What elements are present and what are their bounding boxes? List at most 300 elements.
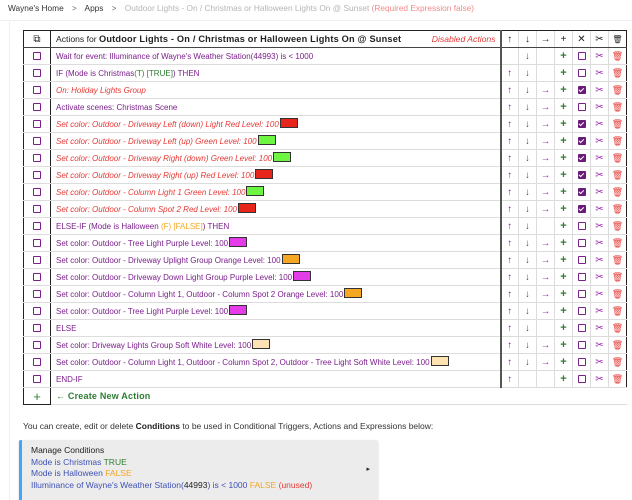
cut-action-button[interactable]	[591, 201, 609, 218]
disable-action-checkbox[interactable]	[573, 99, 591, 116]
action-description[interactable]	[51, 184, 501, 201]
move-down-button[interactable]	[519, 303, 537, 320]
cut-action-button[interactable]	[591, 184, 609, 201]
close-icon: ✕	[577, 33, 586, 45]
move-up-button[interactable]	[501, 371, 519, 388]
scissors-icon: ✂	[595, 373, 604, 385]
move-up-button[interactable]	[501, 252, 519, 269]
trash-icon: 🗑	[611, 288, 624, 299]
action-description[interactable]	[51, 150, 501, 167]
move-down-button[interactable]	[519, 167, 537, 184]
condition-item	[31, 457, 378, 469]
action-row	[24, 65, 627, 82]
disable-action-checkbox[interactable]	[573, 252, 591, 269]
row-select-checkbox[interactable]	[24, 65, 51, 82]
disable-action-checkbox[interactable]	[573, 167, 591, 184]
disable-action-checkbox[interactable]	[573, 235, 591, 252]
move-down-button[interactable]	[519, 320, 537, 337]
indent-button[interactable]	[537, 303, 555, 320]
indent-button[interactable]	[537, 269, 555, 286]
insert-action-button[interactable]	[555, 337, 573, 354]
move-down-button[interactable]	[519, 99, 537, 116]
disable-action-checkbox[interactable]	[573, 320, 591, 337]
arrow-up-icon: ↑	[507, 356, 513, 368]
disable-action-checkbox[interactable]	[573, 337, 591, 354]
action-text[interactable]: Wait for event: Illuminance of Wayne's Weather Station(44993) is < 1000	[56, 51, 314, 61]
move-up-button[interactable]	[501, 218, 519, 235]
create-new-action-cell	[51, 388, 501, 405]
checkbox-icon	[578, 307, 586, 315]
indent-button[interactable]	[537, 235, 555, 252]
row-select-checkbox[interactable]	[24, 150, 51, 167]
move-down-button[interactable]	[519, 82, 537, 99]
disable-action-checkbox[interactable]	[573, 201, 591, 218]
action-text[interactable]: Set color: Outdoor - Driveway Right (up) Red Level: 100	[56, 170, 255, 180]
insert-action-button[interactable]	[555, 133, 573, 150]
disable-action-checkbox[interactable]	[573, 116, 591, 133]
indent-button	[537, 371, 555, 388]
action-text[interactable]: Set color: Outdoor - Driveway Left (down) Light Red Level: 100	[56, 119, 279, 129]
row-select-checkbox[interactable]	[24, 48, 51, 65]
action-description[interactable]	[51, 337, 501, 354]
row-select-checkbox[interactable]	[24, 167, 51, 184]
condition-state: (F)	[160, 221, 172, 231]
indent-button[interactable]	[537, 167, 555, 184]
breadcrumb-separator: >	[72, 4, 77, 13]
row-select-checkbox[interactable]	[24, 286, 51, 303]
delete-action-button[interactable]	[609, 235, 627, 252]
delete-action-button[interactable]	[609, 269, 627, 286]
scissors-icon: ✂	[595, 152, 604, 164]
indent-button[interactable]	[537, 99, 555, 116]
arrow-down-icon: ↓	[525, 254, 530, 266]
arrow-up-icon: ↑	[507, 33, 513, 45]
insert-action-button[interactable]	[555, 354, 573, 371]
move-down-button[interactable]	[519, 133, 537, 150]
action-description[interactable]	[51, 201, 501, 218]
move-down-button[interactable]	[519, 201, 537, 218]
move-up-button[interactable]	[501, 150, 519, 167]
action-text[interactable]: Set color: Driveway Lights Group Soft White Level: 100	[56, 340, 252, 350]
arrow-up-icon: ↑	[507, 152, 513, 164]
condition-item	[31, 468, 378, 480]
scissors-icon: ✂	[595, 271, 604, 283]
copy-icon: ⧉	[33, 33, 41, 45]
cut-action-button[interactable]	[591, 269, 609, 286]
insert-action-button[interactable]	[555, 82, 573, 99]
checkbox-icon	[578, 375, 586, 383]
arrow-down-icon: ↓	[525, 118, 530, 130]
cut-action-button[interactable]	[591, 303, 609, 320]
disable-action-checkbox[interactable]	[573, 269, 591, 286]
cut-action-button[interactable]	[591, 218, 609, 235]
insert-action-button[interactable]	[555, 201, 573, 218]
indent-button	[537, 218, 555, 235]
insert-action-button[interactable]	[555, 286, 573, 303]
checkbox-icon	[578, 69, 586, 77]
checkbox-icon	[33, 324, 41, 332]
disable-action-checkbox[interactable]	[573, 286, 591, 303]
cut-action-button[interactable]	[591, 320, 609, 337]
plus-icon: +	[560, 50, 567, 62]
move-down-button[interactable]	[519, 252, 537, 269]
scissors-icon: ✂	[595, 84, 604, 96]
plus-icon: +	[560, 186, 567, 198]
insert-action-button[interactable]	[555, 65, 573, 82]
scissors-icon: ✂	[595, 356, 604, 368]
move-down-button[interactable]	[519, 116, 537, 133]
delete-action-button[interactable]	[609, 337, 627, 354]
condition-value: FALSE	[249, 479, 277, 490]
delete-action-button[interactable]	[609, 48, 627, 65]
select-all-copy-button[interactable]	[24, 31, 51, 48]
delete-action-button[interactable]	[609, 167, 627, 184]
move-down-button[interactable]	[519, 337, 537, 354]
action-text[interactable]: Set color: Outdoor - Driveway Left (up) Green Level: 100	[56, 136, 257, 146]
cut-action-button[interactable]	[591, 133, 609, 150]
action-description[interactable]	[51, 218, 501, 235]
move-down-button[interactable]	[519, 235, 537, 252]
action-text[interactable]: END-IF	[56, 374, 83, 384]
action-description[interactable]	[51, 269, 501, 286]
insert-action-button[interactable]	[555, 235, 573, 252]
action-text[interactable]: Set color: Outdoor - Driveway Right (down) Green Level: 100	[56, 153, 273, 163]
cut-action-button[interactable]	[591, 48, 609, 65]
delete-action-button[interactable]	[609, 150, 627, 167]
condition-name: ) is < 1000	[207, 479, 248, 490]
scissors-icon: ✂	[595, 305, 604, 317]
move-up-button[interactable]	[501, 116, 519, 133]
move-up-button[interactable]	[501, 201, 519, 218]
header-cut	[591, 31, 609, 48]
breadcrumb-home-link[interactable]: Wayne's Home	[8, 3, 64, 13]
action-description[interactable]	[51, 65, 501, 82]
arrow-down-icon: ↓	[525, 237, 530, 249]
plus-icon: +	[560, 101, 567, 113]
rule-title: Outdoor Lights - On / Christmas or Halloween Lights On @ Sunset	[99, 34, 402, 44]
move-down-button[interactable]	[519, 48, 537, 65]
delete-action-button[interactable]	[609, 371, 627, 388]
move-up-button[interactable]	[501, 167, 519, 184]
action-row	[24, 133, 627, 150]
checked-box-icon	[578, 154, 586, 162]
delete-action-button[interactable]	[609, 184, 627, 201]
cut-action-button[interactable]	[591, 371, 609, 388]
cut-action-button[interactable]	[591, 150, 609, 167]
arrow-right-icon: →	[540, 135, 551, 147]
plus-icon: +	[560, 339, 567, 351]
move-up-button[interactable]	[501, 337, 519, 354]
action-text[interactable]: Set color: Outdoor - Tree Light Purple Level: 100	[56, 238, 229, 248]
checkbox-icon	[33, 205, 41, 213]
insert-action-button[interactable]	[555, 252, 573, 269]
action-text[interactable]: Set color: Outdoor - Tree Light Purple Level: 100	[56, 306, 229, 316]
trash-icon: 🗑	[611, 152, 624, 163]
plus-icon: +	[560, 322, 567, 334]
action-text[interactable]: ELSE	[56, 323, 77, 333]
action-text[interactable]: Set color: Outdoor - Column Spot 2 Red Level: 100	[56, 204, 237, 214]
insert-action-button[interactable]	[555, 150, 573, 167]
action-text: ELSE-IF (Mode is Halloween	[56, 221, 161, 231]
cut-action-button[interactable]	[591, 252, 609, 269]
action-description[interactable]	[51, 133, 501, 150]
action-description[interactable]	[51, 354, 501, 371]
disable-action-checkbox[interactable]	[573, 303, 591, 320]
scissors-icon: ✂	[595, 288, 604, 300]
arrow-right-icon: →	[540, 254, 551, 266]
delete-action-button[interactable]	[609, 201, 627, 218]
move-up-button[interactable]	[501, 99, 519, 116]
row-select-checkbox[interactable]	[24, 184, 51, 201]
plus-icon: +	[560, 237, 567, 249]
row-select-checkbox[interactable]	[24, 116, 51, 133]
move-up-button[interactable]	[501, 82, 519, 99]
indent-button[interactable]	[537, 82, 555, 99]
row-select-checkbox[interactable]	[24, 371, 51, 388]
delete-action-button[interactable]	[609, 303, 627, 320]
arrow-right-icon: →	[540, 169, 551, 181]
checked-box-icon	[578, 188, 586, 196]
color-swatch	[258, 135, 276, 145]
insert-action-button[interactable]	[555, 48, 573, 65]
action-text[interactable]: Set color: Outdoor - Driveway Down Light Group Purple Level: 100	[56, 272, 293, 282]
move-down-button[interactable]	[519, 286, 537, 303]
action-text[interactable]: Set color: Outdoor - Column Light 1, Outdoor - Column Spot 2, Outdoor - Tree Light Soft White Level: 100	[56, 357, 430, 367]
action-description[interactable]	[51, 116, 501, 133]
action-description[interactable]	[51, 371, 501, 388]
checkbox-icon	[33, 341, 41, 349]
disable-action-checkbox[interactable]	[573, 218, 591, 235]
color-swatch	[229, 305, 247, 315]
checkbox-icon	[33, 239, 41, 247]
move-up-button[interactable]	[501, 320, 519, 337]
disable-action-checkbox[interactable]	[573, 184, 591, 201]
row-select-checkbox[interactable]	[24, 99, 51, 116]
action-text[interactable]: Set color: Outdoor - Driveway Uplight Group Orange Level: 100	[56, 255, 281, 265]
delete-action-button[interactable]	[609, 99, 627, 116]
move-down-button[interactable]	[519, 218, 537, 235]
insert-action-button[interactable]	[555, 116, 573, 133]
cut-action-button[interactable]	[591, 82, 609, 99]
breadcrumb-apps-link[interactable]: Apps	[84, 3, 104, 13]
checkbox-icon	[578, 273, 586, 281]
scissors-icon: ✂	[595, 220, 604, 232]
insert-action-button[interactable]	[555, 184, 573, 201]
insert-action-button[interactable]	[555, 269, 573, 286]
arrow-down-icon: ↓	[525, 305, 530, 317]
delete-action-button[interactable]	[609, 286, 627, 303]
row-select-checkbox[interactable]	[24, 303, 51, 320]
trash-icon: 🗑	[611, 203, 624, 214]
condition-item	[31, 480, 378, 492]
cut-action-button[interactable]	[591, 337, 609, 354]
cut-action-button[interactable]	[591, 99, 609, 116]
move-down-button[interactable]	[519, 354, 537, 371]
move-up-button[interactable]	[501, 303, 519, 320]
color-swatch	[252, 339, 270, 349]
condition-name: Mode is Christmas	[31, 456, 102, 467]
row-select-checkbox[interactable]	[24, 269, 51, 286]
create-new-action-plus-button[interactable]	[24, 388, 51, 405]
delete-action-button[interactable]	[609, 218, 627, 235]
arrow-up-icon: ↑	[507, 288, 513, 300]
scissors-icon: ✂	[595, 186, 604, 198]
condition-value: TRUE	[103, 456, 127, 467]
color-swatch	[280, 118, 298, 128]
cut-action-button[interactable]	[591, 167, 609, 184]
action-row	[24, 99, 627, 116]
disable-action-checkbox[interactable]	[573, 48, 591, 65]
checkbox-icon	[578, 256, 586, 264]
disable-action-checkbox[interactable]	[573, 65, 591, 82]
delete-action-button[interactable]	[609, 320, 627, 337]
move-down-button[interactable]	[519, 184, 537, 201]
color-swatch	[255, 169, 273, 179]
condition-value: FALSE	[105, 468, 132, 479]
actions-table	[23, 30, 627, 405]
action-description[interactable]	[51, 252, 501, 269]
indent-button[interactable]	[537, 150, 555, 167]
delete-action-button[interactable]	[609, 133, 627, 150]
plus-icon: +	[560, 373, 567, 385]
disable-action-checkbox[interactable]	[573, 150, 591, 167]
indent-button[interactable]	[537, 116, 555, 133]
arrow-up-icon: ↑	[507, 373, 513, 385]
delete-action-button[interactable]	[609, 116, 627, 133]
trash-icon: 🗑	[611, 373, 624, 384]
action-text[interactable]: Activate scenes: Christmas Scene	[56, 102, 178, 112]
indent-button[interactable]	[537, 286, 555, 303]
arrow-down-icon: ↓	[525, 84, 530, 96]
delete-action-button[interactable]	[609, 65, 627, 82]
cut-action-button[interactable]	[591, 116, 609, 133]
arrow-right-icon: →	[540, 101, 551, 113]
indent-button[interactable]	[537, 133, 555, 150]
move-up-button[interactable]	[501, 354, 519, 371]
actions-header	[51, 31, 501, 48]
arrow-right-icon: →	[540, 339, 551, 351]
arrow-down-icon: ↓	[525, 67, 530, 79]
move-up-button[interactable]	[501, 65, 519, 82]
trash-icon: 🗑	[611, 84, 624, 95]
cut-action-button[interactable]	[591, 286, 609, 303]
indent-button[interactable]	[537, 252, 555, 269]
arrow-down-icon: ↓	[525, 271, 530, 283]
arrow-down-icon: ↓	[525, 220, 530, 232]
row-select-checkbox[interactable]	[24, 320, 51, 337]
actions-header-prefix: Actions for	[56, 34, 99, 44]
move-up-button[interactable]	[501, 133, 519, 150]
row-select-checkbox[interactable]	[24, 252, 51, 269]
move-down-button[interactable]	[519, 150, 537, 167]
indent-button[interactable]	[537, 184, 555, 201]
action-row	[24, 48, 627, 65]
disable-action-checkbox[interactable]	[573, 82, 591, 99]
row-select-checkbox[interactable]	[24, 82, 51, 99]
row-select-checkbox[interactable]	[24, 337, 51, 354]
checkbox-icon	[33, 307, 41, 315]
move-down-button[interactable]	[519, 65, 537, 82]
insert-action-button[interactable]	[555, 371, 573, 388]
move-up-button[interactable]	[501, 286, 519, 303]
checkbox-icon	[33, 273, 41, 281]
delete-action-button[interactable]	[609, 354, 627, 371]
move-up-button[interactable]	[501, 269, 519, 286]
manage-conditions-panel[interactable]	[19, 440, 378, 500]
action-description[interactable]	[51, 286, 501, 303]
move-up-button[interactable]	[501, 235, 519, 252]
plus-icon: +	[560, 305, 567, 317]
header-insert	[555, 31, 573, 48]
arrow-up-icon: ↑	[507, 339, 513, 351]
cut-action-button[interactable]	[591, 354, 609, 371]
action-row	[24, 320, 627, 337]
action-text[interactable]: Set color: Outdoor - Column Light 1, Outdoor - Column Spot 2 Orange Level: 100	[56, 289, 344, 299]
row-select-checkbox[interactable]	[24, 218, 51, 235]
arrow-up-icon: ↑	[507, 322, 513, 334]
action-description[interactable]	[51, 48, 501, 65]
create-new-action-link[interactable]: ← Create New Action	[56, 391, 151, 401]
disable-action-checkbox[interactable]	[573, 133, 591, 150]
row-select-checkbox[interactable]	[24, 201, 51, 218]
action-description[interactable]	[51, 99, 501, 116]
insert-action-button[interactable]	[555, 218, 573, 235]
action-text[interactable]: On: Holiday Lights Group	[56, 85, 146, 95]
disable-action-checkbox[interactable]	[573, 371, 591, 388]
delete-action-button[interactable]	[609, 252, 627, 269]
delete-action-button[interactable]	[609, 82, 627, 99]
condition-name: Mode is Halloween	[31, 468, 106, 479]
scissors-icon: ✂	[595, 118, 604, 130]
indent-button[interactable]	[537, 201, 555, 218]
action-description[interactable]	[51, 235, 501, 252]
move-up-button[interactable]	[501, 184, 519, 201]
row-select-checkbox[interactable]	[24, 133, 51, 150]
row-select-checkbox[interactable]	[24, 235, 51, 252]
move-down-button[interactable]	[519, 269, 537, 286]
actions-table-header	[24, 31, 627, 48]
insert-action-button[interactable]	[555, 167, 573, 184]
action-row	[24, 252, 627, 269]
row-select-checkbox[interactable]	[24, 354, 51, 371]
indent-button[interactable]	[537, 337, 555, 354]
arrow-right-icon: →	[540, 288, 551, 300]
action-description[interactable]	[51, 167, 501, 184]
arrow-up-icon: ↑	[507, 203, 513, 215]
arrow-down-icon: ↓	[525, 152, 530, 164]
trash-icon: 🗑	[611, 101, 624, 112]
insert-action-button[interactable]	[555, 99, 573, 116]
insert-action-button[interactable]	[555, 303, 573, 320]
insert-action-button[interactable]	[555, 320, 573, 337]
expand-arrow-icon[interactable]: ▸	[366, 466, 370, 473]
cut-action-button[interactable]	[591, 65, 609, 82]
plus-icon: +	[560, 356, 567, 368]
trash-icon: 🗑	[611, 339, 624, 350]
checked-box-icon	[578, 137, 586, 145]
action-description[interactable]	[51, 303, 501, 320]
cut-action-button[interactable]	[591, 235, 609, 252]
indent-button[interactable]	[537, 354, 555, 371]
action-text[interactable]: Set color: Outdoor - Column Light 1 Green Level: 100	[56, 187, 246, 197]
disable-action-checkbox[interactable]	[573, 354, 591, 371]
arrow-up-icon: ↑	[507, 118, 513, 130]
action-description[interactable]	[51, 320, 501, 337]
plus-icon: +	[560, 169, 567, 181]
color-swatch	[238, 203, 256, 213]
arrow-right-icon: →	[540, 203, 551, 215]
action-description[interactable]	[51, 82, 501, 99]
